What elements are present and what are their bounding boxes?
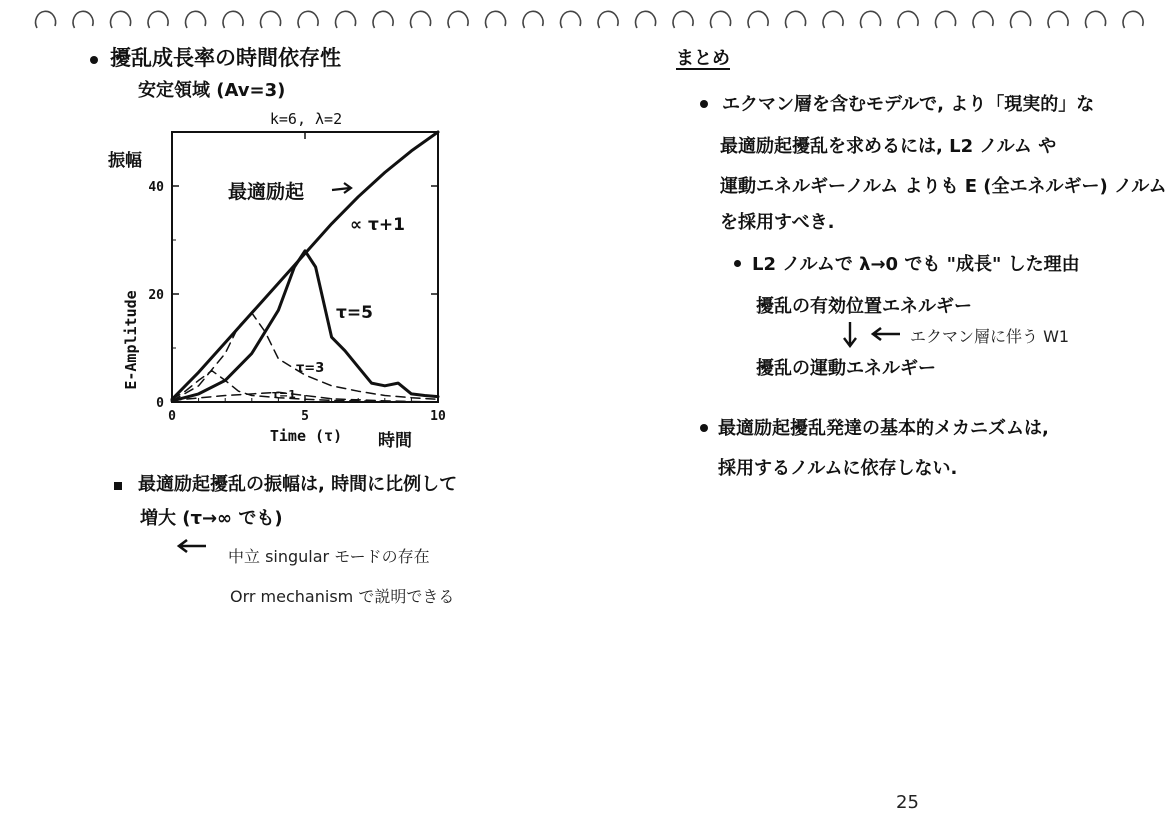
binding-ring xyxy=(36,11,56,28)
x-tick-label: 10 xyxy=(430,409,446,424)
binding-ring xyxy=(786,11,806,28)
flow-left-arrow-icon xyxy=(870,326,902,342)
x-tick-label: 5 xyxy=(301,409,309,424)
summary-title: まとめ xyxy=(676,48,730,69)
label-t3: τ=3 xyxy=(296,361,325,376)
flow-arrow-label: エクマン層に伴う W1 xyxy=(910,327,1070,346)
bullet2-marker xyxy=(114,482,122,490)
x-tick-label: 0 xyxy=(168,409,176,424)
binding-ring xyxy=(111,11,131,28)
y-tick-label: 0 xyxy=(156,396,164,411)
label-t5: τ=5 xyxy=(336,303,373,323)
binding-ring xyxy=(936,11,956,28)
amplitude-chart-svg xyxy=(100,100,460,460)
y-tick-label: 40 xyxy=(148,180,164,195)
flow-bottom: 擾乱の運動エネルギー xyxy=(756,358,936,379)
series-line-1 xyxy=(172,251,438,401)
binding-ring xyxy=(673,11,693,28)
binding-ring xyxy=(411,11,431,28)
chart-axes xyxy=(148,132,446,424)
left-arrow-icon xyxy=(176,538,208,554)
binding-ring xyxy=(148,11,168,28)
series-line-0 xyxy=(172,132,438,399)
note-line2: Orr mechanism で説明できる xyxy=(230,587,455,606)
y-axis-label: E-Amplitude xyxy=(122,290,140,390)
flow-top: 擾乱の有効位置エネルギー xyxy=(756,296,972,317)
page-number: 25 xyxy=(896,792,919,813)
b1-line2: 最適励起擾乱を求めるには, L2 ノルム や xyxy=(720,136,1057,157)
binding-ring xyxy=(523,11,543,28)
binding-ring xyxy=(598,11,618,28)
binding-ring xyxy=(561,11,581,28)
sub-line: L2 ノルムで λ→0 でも "成長" した理由 xyxy=(752,254,1080,275)
binding-ring xyxy=(861,11,881,28)
bullet2-line2: 増大 (τ→∞ でも) xyxy=(140,508,283,529)
b1-bullet xyxy=(700,100,708,108)
heading-bullet xyxy=(90,56,98,64)
notebook-rings xyxy=(0,0,1167,40)
amplitude-chart xyxy=(100,100,460,460)
x-label-jp: 時間 xyxy=(378,431,412,451)
b1-line4: を採用すべき. xyxy=(720,212,835,233)
bullet2-line1: 最適励起擾乱の振幅は, 時間に比例して xyxy=(138,474,458,495)
note-line1: 中立 singular モードの存在 xyxy=(228,547,430,566)
b2-bullet xyxy=(700,424,708,432)
binding-ring xyxy=(73,11,93,28)
binding-ring xyxy=(898,11,918,28)
binding-ring xyxy=(973,11,993,28)
binding-ring xyxy=(298,11,318,28)
label-optimal: 最適励起 xyxy=(228,181,305,203)
binding-ring xyxy=(223,11,243,28)
x-axis-label: Time (τ) xyxy=(269,427,343,445)
binding-ring xyxy=(823,11,843,28)
left-subheading: 安定領域 (Av=3) xyxy=(138,80,286,101)
y-tick-label: 20 xyxy=(148,288,164,303)
binding-ring xyxy=(448,11,468,28)
chart-title: k=6, λ=2 xyxy=(269,110,343,128)
left-heading: 擾乱成長率の時間依存性 xyxy=(110,46,341,70)
y-label-jp: 振幅 xyxy=(108,151,142,171)
label-t1: τ=1 xyxy=(272,388,296,401)
down-arrow-icon xyxy=(842,322,858,348)
binding-ring xyxy=(1086,11,1106,28)
binding-ring xyxy=(636,11,656,28)
arrow-optimal-icon xyxy=(332,183,351,193)
binding-ring xyxy=(1123,11,1143,28)
label-proportional: ∝ τ+1 xyxy=(350,215,405,235)
binding-ring xyxy=(711,11,731,28)
binding-ring xyxy=(373,11,393,28)
binding-ring xyxy=(261,11,281,28)
binding-ring xyxy=(486,11,506,28)
binding-ring xyxy=(1048,11,1068,28)
binding-ring xyxy=(1011,11,1031,28)
binding-ring xyxy=(186,11,206,28)
binding-ring xyxy=(748,11,768,28)
sub-bullet xyxy=(734,260,741,267)
b2-line2: 採用するノルムに依存しない. xyxy=(718,458,958,479)
binding-ring xyxy=(336,11,356,28)
b2-line1: 最適励起擾乱発達の基本的メカニズムは, xyxy=(718,418,1049,439)
b1-line1: エクマン層を含むモデルで, より「現実的」な xyxy=(722,94,1095,115)
b1-line3: 運動エネルギーノルム よりも E (全エネルギー) ノルム xyxy=(720,176,1167,197)
